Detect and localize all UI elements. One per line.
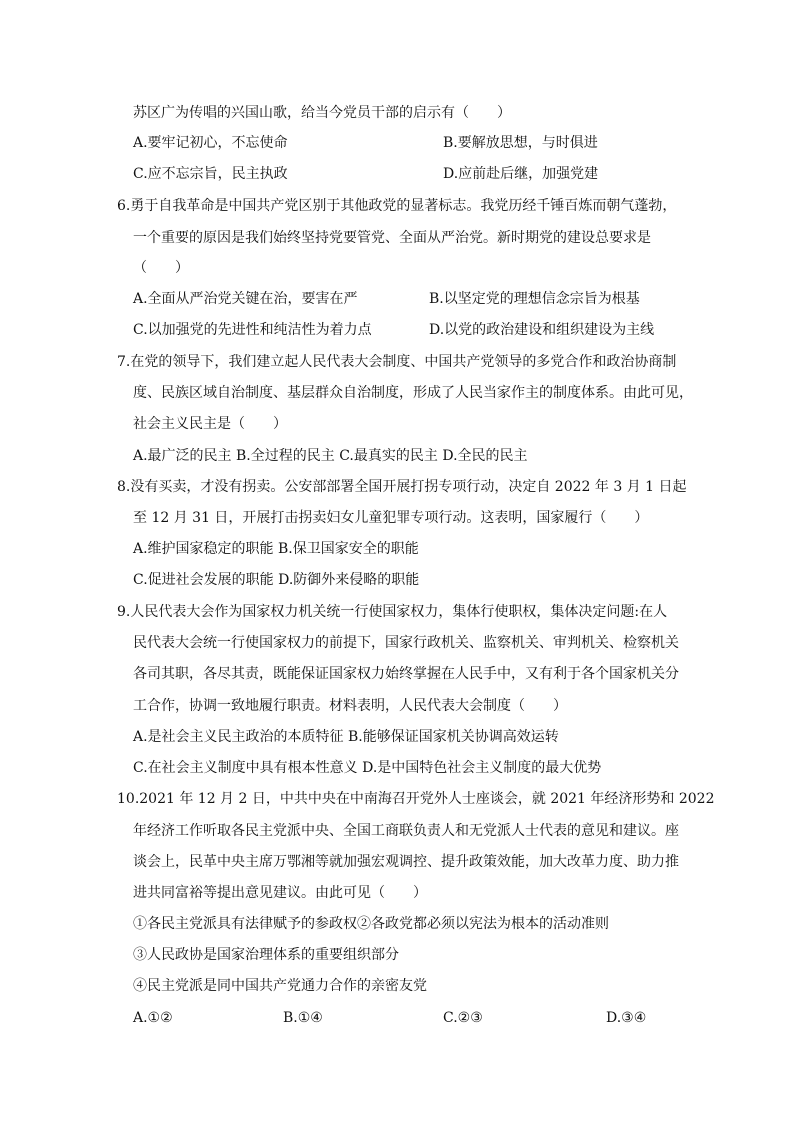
question-5-stem-line: 苏区广为传唱的兴国山歌，给当今党员干部的启示有（ ） (133, 105, 511, 121)
question-10-option-c: C.②③ (443, 1010, 483, 1026)
question-8-stem-text: 没有买卖，才没有拐卖。公安部部署全国开展打拐专项行动，决定自 2022 年 3 月 1 日起 (130, 479, 687, 495)
question-8-option-c: C.促进社会发展的职能 (133, 572, 274, 588)
question-9-number: 9. (117, 604, 131, 620)
question-10-statement-1: ①各民主党派具有法律赋予的参政权 (133, 916, 357, 932)
question-7-option-c: C.最真实的民主 (339, 448, 438, 464)
question-10-stem-line (117, 791, 714, 807)
question-6-option-c: C.以加强党的先进性和纯洁性为着力点 (133, 322, 372, 338)
question-10-option-b: B.①④ (283, 1010, 323, 1026)
question-7-option-b: B.全过程的民主 (236, 448, 335, 464)
question-7-option-a: A.最广泛的民主 (133, 448, 232, 464)
question-9-option-d: D.是中国特色社会主义制度的最大优势 (362, 760, 602, 776)
question-10-option-d: D.③④ (606, 1010, 647, 1026)
question-6-number: 6. (117, 198, 131, 214)
question-5-option-b: B.要解放思想，与时俱进 (443, 135, 598, 151)
question-5-option-a: A.要牢记初心，不忘使命 (133, 135, 288, 151)
question-9-stem-line: 各司其职，各尽其责，既能保证国家权力始终掌握在人民手中，又有利于各个国家机关分 (133, 666, 679, 682)
question-6-option-d: D.以党的政治建设和组织建设为主线 (429, 322, 655, 338)
question-7-number: 7. (117, 354, 131, 370)
question-9-options-line (133, 729, 559, 745)
question-10-statement-4: ④民主党派是同中国共产党通力合作的亲密友党 (133, 978, 427, 994)
question-6-option-b: B.以坚定党的理想信念宗旨为根基 (429, 291, 640, 307)
question-8-stem-line: 至 12 月 31 日，开展打击拐卖妇女儿童犯罪专项行动。这表明，国家履行（ ） (133, 510, 649, 526)
question-5-option-c: C.应不忘宗旨，民主执政 (133, 166, 288, 182)
question-8-option-d: D.防御外来侵略的职能 (278, 572, 420, 588)
question-7-stem-line (117, 354, 676, 370)
question-6-stem-line: 一个重要的原因是我们始终坚持党要管党、全面从严治党。新时期党的建设总要求是 (133, 230, 651, 246)
question-8-options-line (133, 541, 419, 557)
question-9-stem-text: 人民代表大会作为国家权力机关统一行使国家权力，集体行使职权，集体决定问题:在人 (130, 604, 668, 620)
question-10-statement-2: ②各政党都必须以宪法为根本的活动准则 (357, 916, 609, 932)
question-7-stem-line: 社会主义民主是（ ） (133, 416, 287, 432)
question-9-stem-line (117, 604, 667, 620)
question-9-stem-line: 民代表大会统一行使国家权力的前提下，国家行政机关、监察机关、审判机关、检察机关 (133, 635, 679, 651)
question-10-stem-text: 2021 年 12 月 2 日，中共中央在中南海召开党外人士座谈会，就 2021 年经济形势和 2022 (139, 791, 715, 807)
question-9-option-a: A.是社会主义民主政治的本质特征 (133, 729, 344, 745)
question-9-options-line (133, 760, 601, 776)
question-10-statement-3: ③人民政协是国家治理体系的重要组织部分 (133, 947, 399, 963)
question-7-option-d: D.全民的民主 (442, 448, 528, 464)
question-10-stem-line: 谈会上，民革中央主席万鄂湘等就加强宏观调控、提升政策效能，加大改革力度、助力推 (133, 854, 679, 870)
question-7-stem-text: 在党的领导下，我们建立起人民代表大会制度、中国共产党领导的多党合作和政治协商制 (130, 354, 677, 370)
question-8-number: 8. (117, 479, 131, 495)
question-8-option-b: B.保卫国家安全的职能 (278, 541, 419, 557)
question-9-stem-line: 工合作，协调一致地履行职责。材料表明，人民代表大会制度（ ） (133, 698, 567, 714)
question-10-stem-line: 年经济工作听取各民主党派中央、全国工商联负责人和无党派人士代表的意见和建议。座 (133, 823, 679, 839)
question-8-option-a: A.维护国家稳定的职能 (133, 541, 274, 557)
question-10-number: 10. (117, 791, 140, 807)
question-9-option-c: C.在社会主义制度中具有根本性意义 (133, 760, 358, 776)
question-8-stem-line (117, 479, 687, 495)
question-5-option-d: D.应前赴后继，加强党建 (443, 166, 599, 182)
question-7-stem-line: 度、民族区域自治制度、基层群众自治制度，形成了人民当家作主的制度体系。由此可见， (133, 385, 693, 401)
question-9-option-b: B.能够保证国家机关协调高效运转 (348, 729, 559, 745)
question-6-stem-line (117, 198, 676, 214)
question-10-stem-line: 进共同富裕等提出意见建议。由此可见（ ） (133, 885, 427, 901)
question-6-stem-text: 勇于自我革命是中国共产党区别于其他政党的显著标志。我党历经千锤百炼而朝气蓬勃， (130, 198, 677, 214)
question-10-option-a: A.①② (133, 1010, 173, 1026)
question-8-options-line (133, 572, 419, 588)
question-6-stem-line: （ ） (133, 260, 189, 276)
question-7-options-line (133, 448, 528, 464)
question-10-statements-line (133, 916, 609, 932)
question-6-option-a: A.全面从严治党关键在治，要害在严 (133, 291, 358, 307)
